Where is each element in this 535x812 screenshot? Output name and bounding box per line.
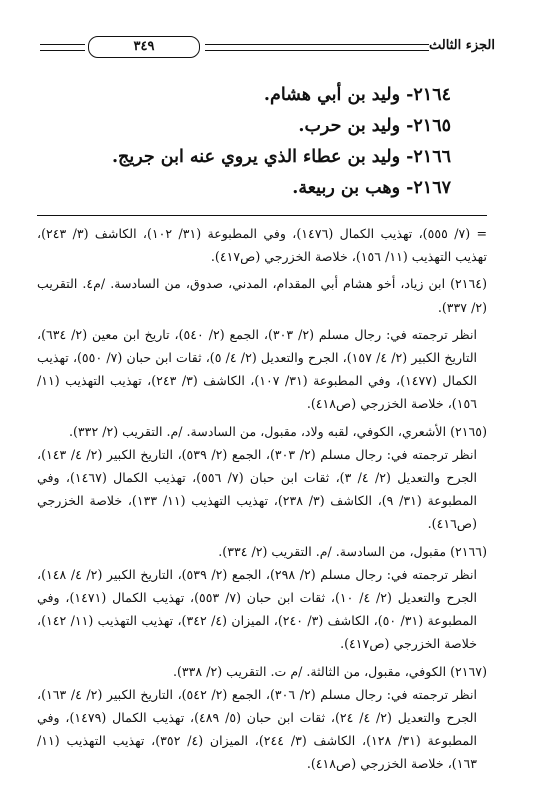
running-header xyxy=(40,36,495,58)
footnote-2165-sources: انظر ترجمته في: رجال مسلم (٢/ ٣٠٣)، الجمع (٢/ ٥٣٩)، التاريخ الكبير (٢/ ٤/ ١٤٣)، الجرح والتعديل (٢/ ٤/ ٣)، ثقات ابن حبان (٧/ ٥٥٦)، تهذيب الكمال (١٤٦٧)، وفي المطبوعة (٣١/ ٩)، الكاشف (٣/ ٢٣٨)، تهذيب التهذيب (١١/ ١٣٣)، خلاصة الخزرجي (ص٤١٦). xyxy=(37,446,477,532)
footnote-2166-sources: انظر ترجمته في: رجال مسلم (٢/ ٢٩٨)، الجمع (٢/ ٥٣٩)، التاريخ الكبير (٢/ ٤/ ١٤٨)، الجرح والتعديل (٢/ ٤/ ١٠)، ثقات ابن حبان (٧/ ٥٥٣)، تهذيب الكمال (١٤٧١)، وفي المطبوعة (٣١/ ٥٠)، الكاشف (٣/ ٢٤٠)، الميزان (٤/ ٣٤٢)، تهذيب التهذيب (١١/ ١٤٢)، خلاصة الخزرجي (ص٤١٧). xyxy=(37,566,478,652)
footnote-2166: (٢١٦٦) مقبول، من السادسة. /م. التقريب (٢/ ٣٣٤). xyxy=(218,543,487,559)
footnote-2164-sources: انظر ترجمته في: رجال مسلم (٢/ ٣٠٣)، الجمع (٢/ ٥٤٠)، تاريخ ابن معين (٢/ ٦٣٤)، التاريخ الكبير (٢/ ٤/ ١٥٧)، الجرح والتعديل (٢/ ٤/ ٥)، ثقات ابن حبان (٧/ ٥٥٠)، تهذيب الكمال (١٤٧٧)، وفي المطبوعة (٣١/ ١٠٧)، الكاشف (٣/ ٢٤٣)، تهذيب التهذيب (١١/ ١٥٦)، خلاصة الخزرجي (ص٤١٨). xyxy=(37,326,478,412)
entry-2165: ٢١٦٥- وليد بن حرب. xyxy=(298,116,451,136)
footnote-2167: (٢١٦٧) الكوفي، مقبول، من الثالثة. /م ت. التقريب (٢/ ٣٣٨). xyxy=(172,663,487,679)
entry-2167: ٢١٦٧- وهب بن ربيعة. xyxy=(292,178,451,198)
footnote-continuation: = (٧/ ٥٥٥)، تهذيب الكمال (١٤٧٦)، وفي المطبوعة (٣١/ ١٠٢)، الكاشف (٣/ ٢٤٣)، تهذيب التهذيب (١١/ ١٥٦)، خلاصة الخزرجي (ص٤١٧). xyxy=(37,226,488,265)
volume-title: الجزء الثالث xyxy=(429,38,495,53)
footnote-separator xyxy=(37,215,487,216)
entry-2164: ٢١٦٤- وليد بن أبي هشام. xyxy=(263,85,451,105)
footnote-2165: (٢١٦٥) الأشعري، الكوفي، لقبه ولاد، مقبول، من السادسة. /م. التقريب (٢/ ٣٣٢). xyxy=(69,423,487,439)
entry-2166: ٢١٦٦- وليد بن عطاء الذي يروي عنه ابن جريج. xyxy=(111,147,451,167)
footnote-2167-sources: انظر ترجمته في: رجال مسلم (٢/ ٣٠٦)، الجمع (٢/ ٥٤٢)، التاريخ الكبير (٢/ ٤/ ١٦٣)، الجرح والتعديل (٢/ ٤/ ٢٤)، ثقات ابن حبان (٥/ ٤٨٩)، تهذيب الكمال (١٤٧٩)، وفي المطبوعة (٣١/ ١٢٨)، الكاشف (٣/ ٢٤٤)، الميزان (٤/ ٣٥٢)، تهذيب التهذيب (١١/ ١٦٣)، خلاصة الخزرجي (ص٤١٨). xyxy=(37,686,478,772)
footnotes xyxy=(37,222,487,776)
footnote-2164: (٢١٦٤) ابن زياد، أخو هشام أبي المقدام، المدني، صدوق، من السادسة. /م٤. التقريب (٢/ ٣٣٧). xyxy=(37,276,487,315)
header-rule-right xyxy=(205,44,429,51)
page-number-badge: ٣٤٩ xyxy=(88,36,200,58)
header-rule-left xyxy=(40,44,85,51)
narrator-entries xyxy=(71,80,451,204)
